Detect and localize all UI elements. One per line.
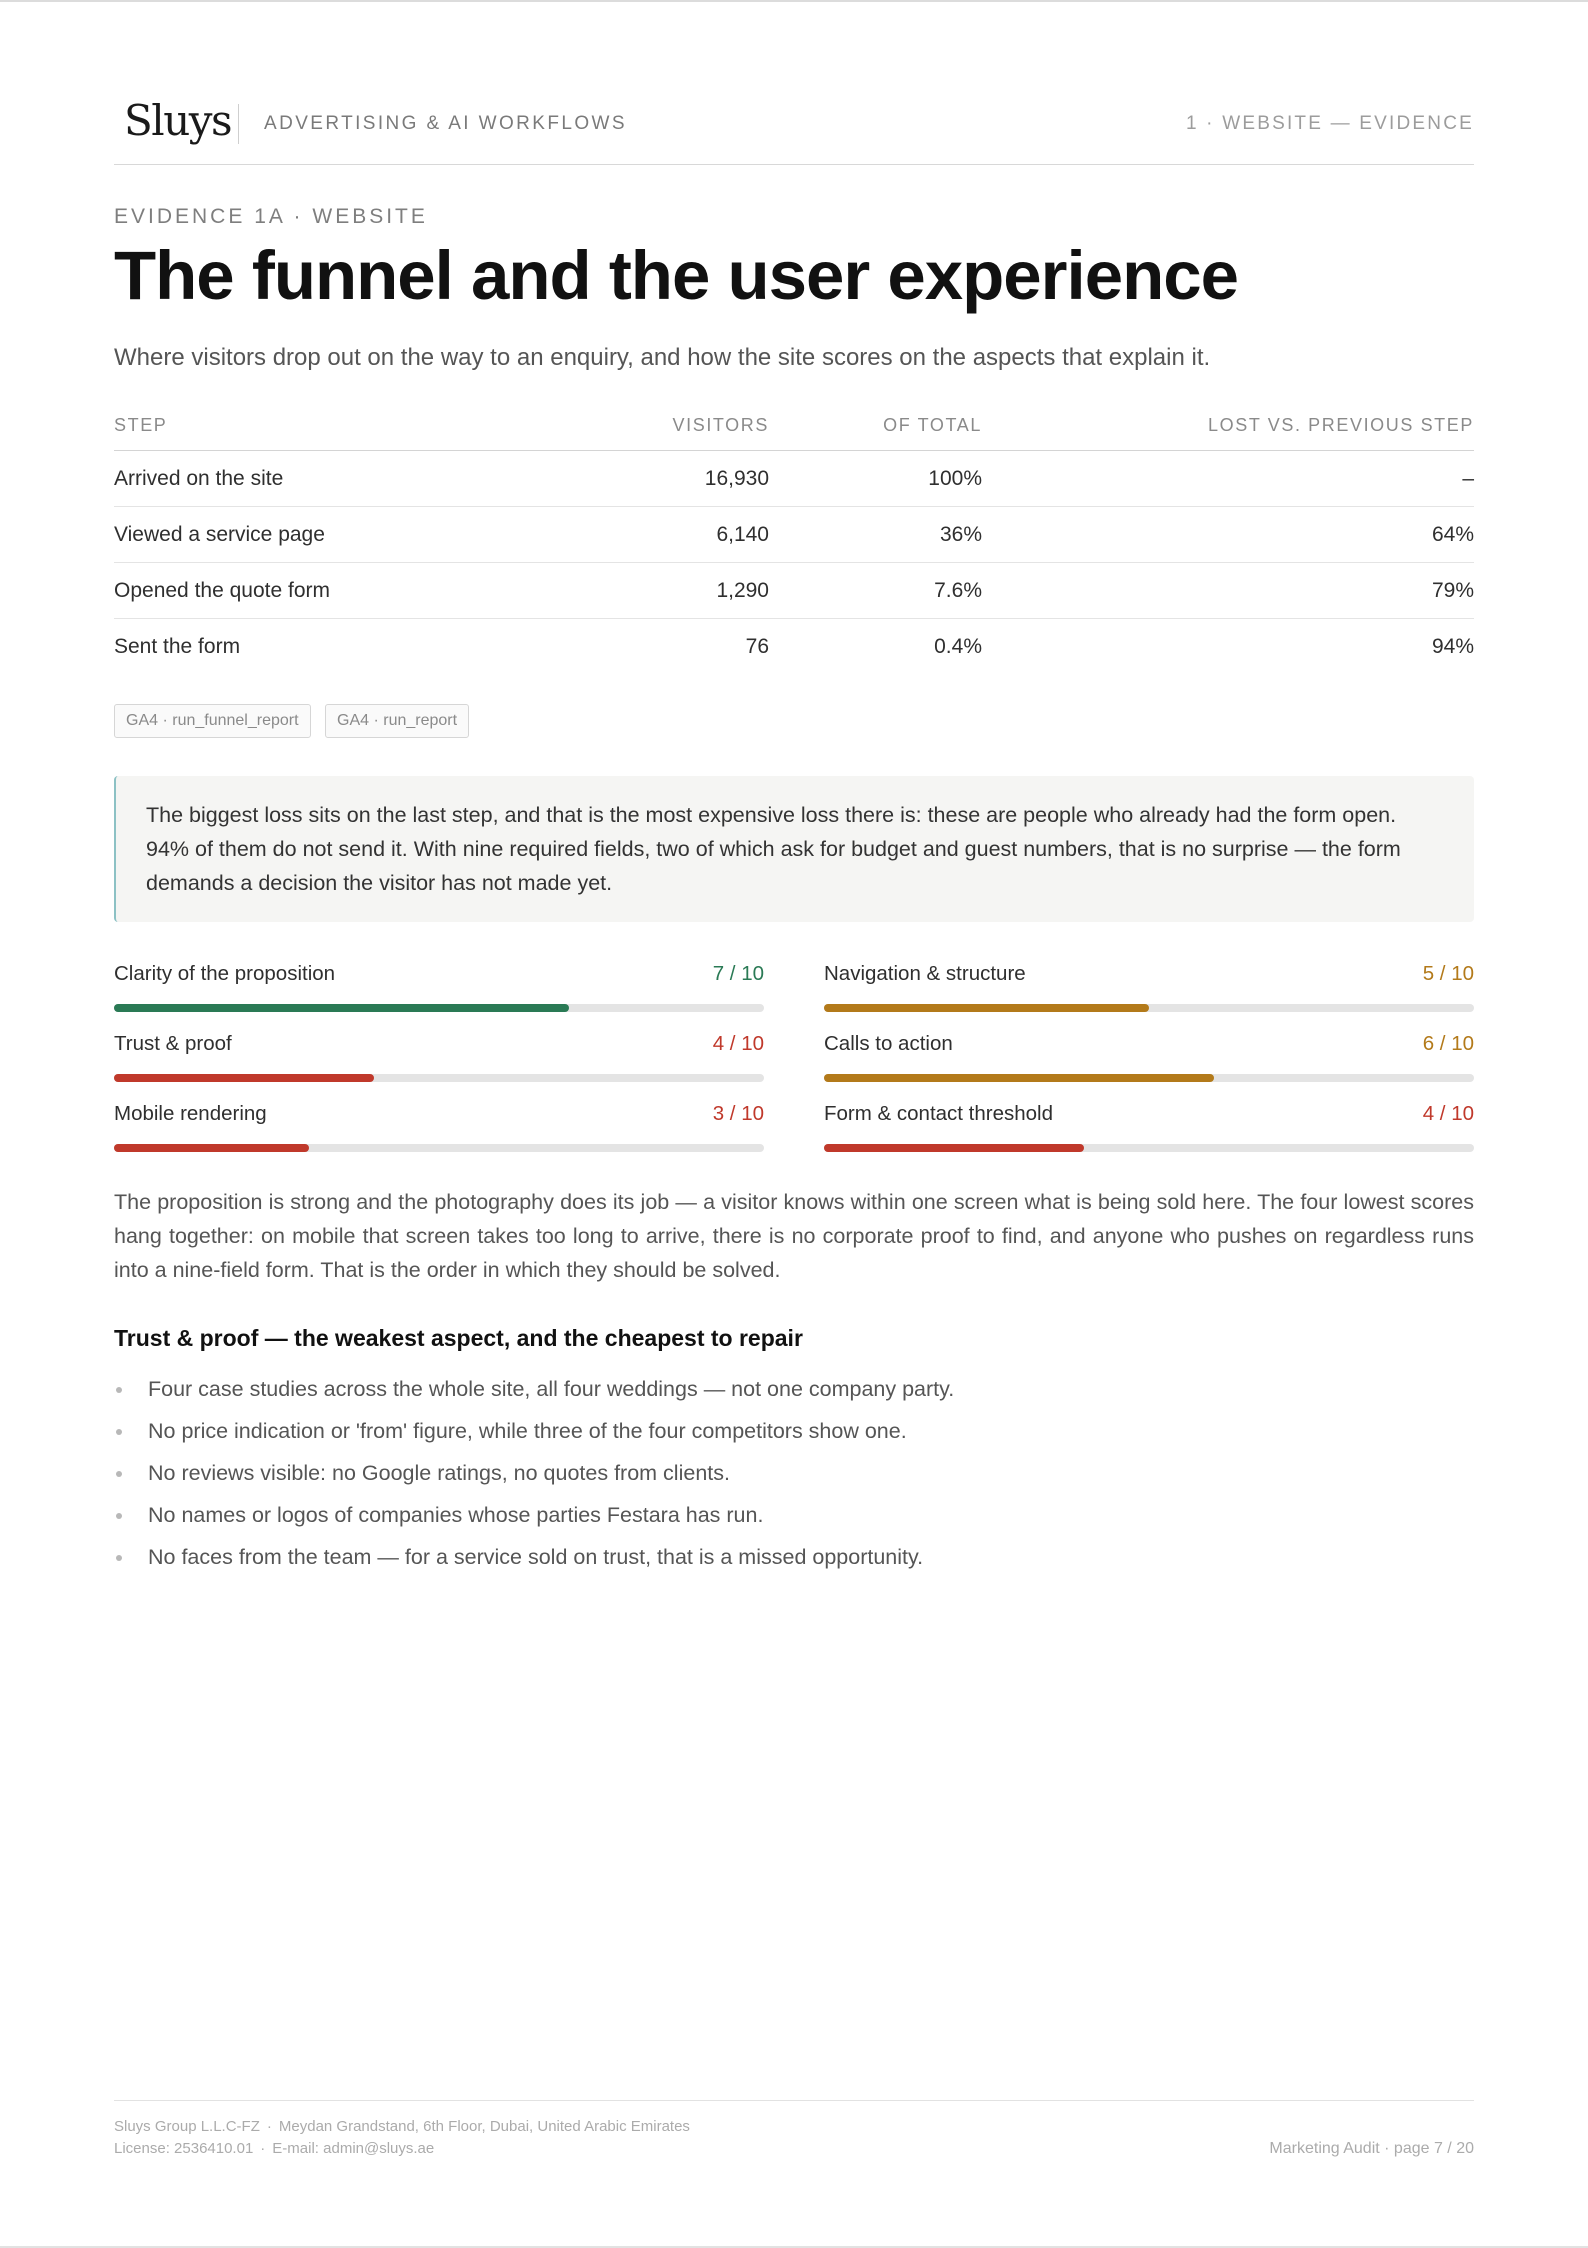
cell-visitors: 6,140 (654, 507, 769, 563)
score-track (114, 1074, 764, 1082)
cell-visitors: 16,930 (654, 451, 769, 507)
score-value: 5 / 10 (1422, 962, 1474, 985)
page-title: The funnel and the user experience (114, 237, 1238, 314)
score-value: 4 / 10 (1422, 1102, 1474, 1125)
table-row (114, 451, 1474, 507)
footer-company: Sluys Group L.L.C-FZ (114, 2118, 260, 2135)
bullet-text: Four case studies across the whole site, all four weddings — not one company party. (148, 1377, 955, 1401)
page-header (114, 96, 1474, 166)
score-fill (824, 1144, 1084, 1152)
score-navigation (824, 958, 1474, 1018)
cell-lost: 79% (982, 563, 1474, 619)
cell-step: Arrived on the site (114, 451, 654, 507)
header-divider (238, 104, 239, 144)
footer-contact-line (114, 2140, 434, 2157)
table-row (114, 507, 1474, 563)
list-item (114, 1452, 1474, 1494)
score-value: 6 / 10 (1422, 1032, 1474, 1055)
score-label: Form & contact threshold (824, 1102, 1054, 1125)
score-fill (114, 1004, 569, 1012)
cell-step: Viewed a service page (114, 507, 654, 563)
brand-logo: Sluys (124, 96, 232, 145)
source-tag: GA4 · run_funnel_report (114, 704, 311, 738)
page-top-edge (0, 0, 1588, 2)
bullet-text: No reviews visible: no Google ratings, no quotes from clients. (148, 1461, 730, 1485)
col-header-visitors: VISITORS (654, 400, 769, 451)
score-calls-to-action (824, 1028, 1474, 1088)
list-item (114, 1536, 1474, 1578)
funnel-table (114, 400, 1474, 674)
col-header-lost: LOST VS. PREVIOUS STEP (982, 400, 1474, 451)
trust-heading: Trust & proof — the weakest aspect, and the cheapest to repair (114, 1325, 803, 1351)
bullet-dot-icon (116, 1429, 122, 1435)
score-fill (824, 1004, 1149, 1012)
table-row (114, 619, 1474, 675)
footer-separator: · (260, 2140, 266, 2157)
trust-bullets (114, 1368, 1474, 1578)
bullet-dot-icon (116, 1471, 122, 1477)
footer-email[interactable]: E-mail: admin@sluys.ae (272, 2140, 435, 2157)
score-track (824, 1144, 1474, 1152)
score-track (114, 1144, 764, 1152)
score-value: 3 / 10 (712, 1102, 764, 1125)
score-label: Mobile rendering (114, 1102, 267, 1125)
insight-callout: The biggest loss sits on the last step, and that is the most expensive loss there is: these are people who already had the form open. 94% of them do not send it. With nine required fields, two of which ask for budget and guest numbers, that is no surprise — the form demands a decision the visitor has not made yet. (114, 776, 1474, 922)
score-fill (114, 1074, 374, 1082)
table-row (114, 563, 1474, 619)
cell-visitors: 1,290 (654, 563, 769, 619)
funnel-table-header (114, 400, 1474, 451)
bullet-text: No faces from the team — for a service sold on trust, that is a missed opportunity. (148, 1545, 924, 1569)
summary-paragraph: The proposition is strong and the photography does its job — a visitor knows within one screen what is being sold here. The four lowest scores hang together: on mobile that screen takes too long to arrive, there is no corporate proof to find, and anyone who pushes on regardless runs into a nine-field form. That is the order in which they should be solved. (114, 1190, 1474, 1282)
score-label: Clarity of the proposition (114, 962, 336, 985)
score-track (824, 1074, 1474, 1082)
footer-rule (114, 2100, 1474, 2101)
bullet-dot-icon (116, 1387, 122, 1393)
list-item (114, 1368, 1474, 1410)
page-subtitle: Where visitors drop out on the way to an enquiry, and how the site scores on the aspects that explain it. (114, 344, 1211, 371)
score-clarity (114, 958, 764, 1018)
source-tag: GA4 · run_report (325, 704, 469, 738)
cell-of-total: 36% (769, 507, 982, 563)
cell-visitors: 76 (745, 634, 769, 658)
footer-address: Meydan Grandstand, 6th Floor, Dubai, United Arabic Emirates (278, 2118, 690, 2135)
score-track (824, 1004, 1474, 1012)
score-trust (114, 1028, 764, 1088)
score-fill (824, 1074, 1214, 1082)
section-label: 1 · WEBSITE — EVIDENCE (1185, 113, 1474, 134)
cell-lost: – (982, 451, 1474, 507)
col-header-of-total: OF TOTAL (769, 400, 982, 451)
score-value: 7 / 10 (712, 962, 764, 985)
score-mobile (114, 1098, 764, 1158)
cell-of-total: 7.6% (769, 563, 982, 619)
score-form-threshold (824, 1098, 1474, 1158)
score-value: 4 / 10 (712, 1032, 764, 1055)
cell-of-total: 100% (769, 451, 982, 507)
score-track (114, 1004, 764, 1012)
cell-step: Sent the form (114, 634, 241, 658)
brand-tagline: ADVERTISING & AI WORKFLOWS (264, 113, 627, 134)
bullet-text: No price indication or 'from' figure, while three of the four competitors show one. (148, 1419, 907, 1443)
score-fill (114, 1144, 309, 1152)
score-label: Navigation & structure (824, 962, 1026, 985)
score-label: Calls to action (824, 1032, 953, 1055)
footer-company-line (114, 2118, 690, 2135)
cell-step: Opened the quote form (114, 563, 654, 619)
cell-lost: 64% (982, 507, 1474, 563)
footer-license: License: 2536410.01 (114, 2140, 254, 2157)
footer-separator: · (266, 2118, 272, 2135)
bullet-text: No names or logos of companies whose parties Festara has run. (148, 1503, 764, 1527)
header-rule (114, 164, 1474, 165)
cell-lost: 94% (1431, 634, 1474, 658)
col-header-step: STEP (114, 400, 654, 451)
cell-of-total: 0.4% (934, 634, 982, 658)
source-tags (114, 704, 479, 738)
list-item (114, 1410, 1474, 1452)
evidence-kicker: EVIDENCE 1A · WEBSITE (114, 205, 428, 228)
bullet-dot-icon (116, 1555, 122, 1561)
bullet-dot-icon (116, 1513, 122, 1519)
score-label: Trust & proof (114, 1032, 232, 1055)
footer-page-label: Marketing Audit · page 7 / 20 (1269, 2140, 1474, 2157)
list-item (114, 1494, 1474, 1536)
